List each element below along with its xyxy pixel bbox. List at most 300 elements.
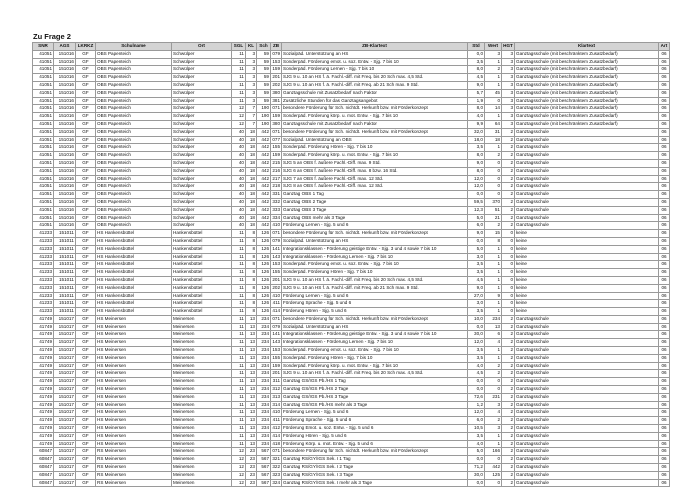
table-cell: Meinersen — [172, 339, 232, 347]
table-cell: 410 — [271, 222, 282, 230]
table-cell: 234 — [257, 440, 271, 448]
table-cell: SJG 9 u. 10 an HS f. ä. Fachl.-diff. mit Freq. bis 20 Sch max. 4,5 Std. — [282, 370, 468, 378]
table-cell: 40 — [232, 214, 246, 222]
table-cell: HS Hankensbüttel — [96, 300, 172, 308]
table-cell: 155 — [271, 354, 282, 362]
table-cell: 11 — [232, 284, 246, 292]
table-cell: 6,0 — [468, 222, 485, 230]
table-cell: GF — [76, 276, 96, 284]
table-cell: 41051 — [33, 74, 54, 82]
table-cell: Meinersen — [172, 331, 232, 339]
table-cell: Hankensbüttel — [172, 300, 232, 308]
table-cell: 159 — [271, 362, 282, 370]
table-cell: GF — [76, 167, 96, 175]
table-cell: 41749 — [33, 401, 54, 409]
table-cell: 11 — [232, 50, 246, 58]
table-cell: 442 — [257, 152, 271, 160]
table-row — [33, 105, 670, 113]
table-cell: 06 — [659, 425, 670, 433]
table-cell: 381 — [271, 97, 282, 105]
table-cell: 234 — [257, 378, 271, 386]
table-row — [33, 393, 670, 401]
table-row — [33, 97, 670, 105]
table-cell: HS Hankensbüttel — [96, 276, 172, 284]
table-cell: Sonderpäd. Förderung körp. u. mot. Entw. - Sjg. 7 bis 10 — [282, 362, 468, 370]
table-cell: GF — [76, 417, 96, 425]
table-row — [33, 128, 670, 136]
table-cell: 06 — [659, 222, 670, 230]
table-cell: 8 — [246, 269, 257, 277]
table-cell: 0 — [502, 261, 515, 269]
table-cell: RS Meinersen — [96, 448, 172, 456]
table-cell: Sonderpäd. Förderung emot. u. soz. Entw. - Sjg. 7 bis 10 — [282, 58, 468, 66]
table-cell: 41051 — [33, 128, 54, 136]
table-cell: 13 — [246, 354, 257, 362]
table-cell: 06 — [659, 198, 670, 206]
table-cell: Schwülper — [172, 183, 232, 191]
table-cell: 12 — [232, 448, 246, 456]
table-cell: 202 — [271, 284, 282, 292]
table-cell: Ganztag GS/IGS Pb./HS mehr als 3 Tage — [282, 401, 468, 409]
table-row — [33, 479, 670, 487]
table-cell: Ganztagsschule — [515, 339, 659, 347]
table-cell: Schwülper — [172, 89, 232, 97]
table-cell: 0 — [502, 230, 515, 238]
table-cell: 0 — [485, 386, 502, 394]
table-row — [33, 191, 670, 199]
table-row — [33, 417, 670, 425]
table-cell: 11 — [232, 245, 246, 253]
table-cell: Meinersen — [172, 464, 232, 472]
table-cell: 1 — [485, 144, 502, 152]
table-cell: 151016 — [54, 113, 76, 121]
table-cell: Sonderpäd. Förderung Hören - Sjg. 7 bis 10 — [282, 269, 468, 277]
table-cell: 234 — [257, 339, 271, 347]
table-cell: GF — [76, 331, 96, 339]
table-cell: 126 — [257, 253, 271, 261]
table-cell: Meinersen — [172, 362, 232, 370]
table-cell: 13 — [485, 323, 502, 331]
table-row — [33, 120, 670, 128]
table-cell: 11 — [232, 386, 246, 394]
table-cell: 0,0 — [468, 50, 485, 58]
table-cell: Ganztag GS/IGS Pb./HS 1 Tag — [282, 378, 468, 386]
table-cell: 5,0 — [468, 448, 485, 456]
table-cell: 06 — [659, 440, 670, 448]
table-cell: 59 — [257, 50, 271, 58]
table-cell: OBS Papenteich — [96, 214, 172, 222]
table-cell: 41749 — [33, 323, 54, 331]
table-cell: Schwülper — [172, 198, 232, 206]
table-cell: 153 — [271, 58, 282, 66]
table-cell: 4,0 — [468, 362, 485, 370]
table-cell: 3 — [485, 401, 502, 409]
table-cell: 151016 — [54, 136, 76, 144]
table-cell: 380 — [271, 120, 282, 128]
table-cell: 126 — [257, 230, 271, 238]
table-cell: Förderung Emot. u. soz. Entw. - Sjg. 5 und 6 — [282, 425, 468, 433]
table-row — [33, 183, 670, 191]
table-cell: 190 — [257, 113, 271, 121]
table-cell: 11 — [232, 362, 246, 370]
table-cell: 151016 — [54, 120, 76, 128]
table-cell: 126 — [257, 284, 271, 292]
table-cell: keine — [515, 276, 659, 284]
table-cell: 1,2 — [468, 401, 485, 409]
table-cell: 1 — [485, 284, 502, 292]
table-cell: 11 — [232, 339, 246, 347]
table-cell: 41749 — [33, 440, 54, 448]
table-cell: 1 — [485, 354, 502, 362]
table-cell: Meinersen — [172, 432, 232, 440]
table-cell: GF — [76, 152, 96, 160]
table-cell: 155 — [271, 269, 282, 277]
table-cell: 234 — [257, 401, 271, 409]
table-cell: 151011 — [54, 276, 76, 284]
table-cell: 40 — [232, 159, 246, 167]
table-cell: 234 — [257, 417, 271, 425]
table-cell: Sonderpäd. Förderung Lernen - Sjg. 7 bis 10 — [282, 66, 468, 74]
table-cell: GF — [76, 425, 96, 433]
table-cell: 71,2 — [468, 464, 485, 472]
table-cell: Förderung Sprache - Sjg. 5 und 6 — [282, 300, 468, 308]
table-cell: 151017 — [54, 331, 76, 339]
column-header: ZB — [271, 43, 282, 51]
table-cell: SJG 9 u. 10 an HS f. ä. Fachl.-diff. mit Freq. ab 21 Sch max. 9 Std. — [282, 81, 468, 89]
table-cell: 06 — [659, 300, 670, 308]
table-cell: 311 — [271, 378, 282, 386]
table-cell: 11 — [232, 425, 246, 433]
table-cell: GF — [76, 183, 96, 191]
table-cell: 3 — [485, 425, 502, 433]
table-cell: 06 — [659, 331, 670, 339]
table-cell: 151017 — [54, 347, 76, 355]
table-row — [33, 323, 670, 331]
table-cell: Förderung Hören - Sjg. 5 und 6 — [282, 432, 468, 440]
table-cell: 41051 — [33, 152, 54, 160]
table-cell: 11 — [232, 66, 246, 74]
table-cell: 151016 — [54, 81, 76, 89]
table-cell: OBS Papenteich — [96, 136, 172, 144]
table-cell: 41051 — [33, 214, 54, 222]
table-cell: HS Meinersen — [96, 339, 172, 347]
table-cell: 10,5 — [468, 425, 485, 433]
table-cell: 4,5 — [468, 370, 485, 378]
table-cell: 1 — [485, 308, 502, 316]
table-cell: HS Meinersen — [96, 409, 172, 417]
table-cell: 30,0 — [468, 331, 485, 339]
table-cell: 151016 — [54, 159, 76, 167]
table-cell: 6,0 — [468, 417, 485, 425]
table-cell: Ganztagsschule — [515, 323, 659, 331]
table-cell: 0 — [502, 300, 515, 308]
table-cell: Meinersen — [172, 386, 232, 394]
table-cell: Förderung Körp. u. mot. Entw. - Sjg. 5 und 6 — [282, 440, 468, 448]
table-cell: 151017 — [54, 448, 76, 456]
table-cell: 06 — [659, 167, 670, 175]
table-cell: 15 — [485, 230, 502, 238]
table-cell: 151017 — [54, 417, 76, 425]
table-cell: Hankensbüttel — [172, 292, 232, 300]
table-cell: OBS Papenteich — [96, 58, 172, 66]
table-row — [33, 308, 670, 316]
table-cell: 3,5 — [468, 432, 485, 440]
table-cell: 41233 — [33, 261, 54, 269]
table-cell: 13 — [246, 315, 257, 323]
table-cell: OBS Papenteich — [96, 159, 172, 167]
table-cell: 079 — [271, 323, 282, 331]
table-cell: 216 — [271, 167, 282, 175]
table-cell: Ganztagsschule (mit beschränktem Zusatzbedarf) — [515, 50, 659, 58]
table-cell: Meinersen — [172, 378, 232, 386]
table-cell: 06 — [659, 136, 670, 144]
table-cell: 11 — [232, 331, 246, 339]
table-cell: HS Meinersen — [96, 417, 172, 425]
table-cell: 0 — [502, 269, 515, 277]
table-cell: Ganztagsschule — [515, 175, 659, 183]
table-cell: OBS Papenteich — [96, 128, 172, 136]
table-cell: 126 — [257, 269, 271, 277]
table-cell: Meinersen — [172, 401, 232, 409]
table-cell: GF — [76, 206, 96, 214]
table-cell: 41051 — [33, 97, 54, 105]
table-cell: Ganztag OBS 2 Tage — [282, 198, 468, 206]
table-cell: 41233 — [33, 230, 54, 238]
column-header: ZB-Klartext — [282, 43, 468, 51]
table-cell: 06 — [659, 315, 670, 323]
table-cell: 11 — [232, 292, 246, 300]
table-cell: keine — [515, 300, 659, 308]
table-cell: OBS Papenteich — [96, 81, 172, 89]
table-cell: 41749 — [33, 432, 54, 440]
table-cell: GF — [76, 159, 96, 167]
table-cell: 18 — [246, 198, 257, 206]
table-row — [33, 230, 670, 238]
table-cell: Integrationsklassen - Förderung geistige Entw. - Sjg. 3 und 4 sowie 7 bis 10 — [282, 331, 468, 339]
table-cell: Ganztagsschule — [515, 370, 659, 378]
table-cell: 314 — [271, 401, 282, 409]
table-cell: Ganztagsschule — [515, 456, 659, 464]
table-cell: 126 — [257, 308, 271, 316]
table-cell: 11 — [232, 393, 246, 401]
table-cell: Meinersen — [172, 347, 232, 355]
table-cell: 567 — [257, 479, 271, 487]
table-row — [33, 167, 670, 175]
table-cell: Meinersen — [172, 354, 232, 362]
table-row — [33, 74, 670, 82]
table-cell: Sonderpäd. Förderung emot. u. soz. Entw. - Sjg. 7 bis 10 — [282, 347, 468, 355]
table-cell: 06 — [659, 175, 670, 183]
table-cell: 0,0 — [468, 479, 485, 487]
table-cell: 11 — [232, 417, 246, 425]
table-cell: 151016 — [54, 144, 76, 152]
table-cell: 12 — [232, 120, 246, 128]
table-cell: GF — [76, 347, 96, 355]
table-row — [33, 214, 670, 222]
table-cell: Schwülper — [172, 214, 232, 222]
table-cell: 13 — [246, 339, 257, 347]
table-cell: 125 — [485, 471, 502, 479]
table-cell: 41051 — [33, 167, 54, 175]
table-cell: 2 — [485, 222, 502, 230]
table-cell: 06 — [659, 393, 670, 401]
table-cell: HS Meinersen — [96, 370, 172, 378]
table-cell: 41749 — [33, 370, 54, 378]
table-cell: 41051 — [33, 66, 54, 74]
table-cell: 30,0 — [468, 471, 485, 479]
table-cell: 9 — [485, 292, 502, 300]
table-cell: 13 — [246, 386, 257, 394]
table-cell: 0 — [485, 175, 502, 183]
table-cell: 27,0 — [468, 292, 485, 300]
table-cell: Ganztag OBS 3 Tage — [282, 206, 468, 214]
table-row — [33, 261, 670, 269]
table-cell: 12,0 — [468, 339, 485, 347]
table-cell: Ganztagsschule — [515, 440, 659, 448]
table-cell: 06 — [659, 183, 670, 191]
table-cell: Schwülper — [172, 113, 232, 121]
table-cell: Sozialpäd. Unterstützung an HS — [282, 323, 468, 331]
table-cell: 2 — [485, 362, 502, 370]
table-cell: 151011 — [54, 237, 76, 245]
table-cell: 2 — [485, 152, 502, 160]
table-cell: Hankensbüttel — [172, 230, 232, 238]
table-cell: GF — [76, 214, 96, 222]
table-cell: Schwülper — [172, 105, 232, 113]
table-cell: RS Meinersen — [96, 456, 172, 464]
table-cell: Hankensbüttel — [172, 269, 232, 277]
table-cell: 41749 — [33, 354, 54, 362]
table-cell: Ganztagsschule — [515, 409, 659, 417]
table-cell: 442 — [257, 183, 271, 191]
table-cell: 332 — [271, 198, 282, 206]
table-cell: HS Hankensbüttel — [96, 269, 172, 277]
table-cell: 3,5 — [468, 269, 485, 277]
table-cell: 12,0 — [468, 183, 485, 191]
table-cell: 155 — [271, 144, 282, 152]
table-cell: 11 — [232, 81, 246, 89]
table-cell: Ganztagsschule — [515, 354, 659, 362]
table-cell: 06 — [659, 152, 670, 160]
table-cell: 41051 — [33, 222, 54, 230]
table-cell: 143 — [271, 253, 282, 261]
table-cell: 071 — [271, 105, 282, 113]
table-cell: 313 — [271, 393, 282, 401]
table-cell: 0 — [485, 479, 502, 487]
table-cell: 151011 — [54, 230, 76, 238]
table-cell: 410 — [271, 292, 282, 300]
table-cell: 442 — [257, 206, 271, 214]
table-cell: 151016 — [54, 206, 76, 214]
table-cell: Ganztagsschule (mit beschränktem Zusatzbedarf) — [515, 74, 659, 82]
table-cell: RS Meinersen — [96, 464, 172, 472]
table-cell: 151016 — [54, 66, 76, 74]
table-cell: 1 — [485, 269, 502, 277]
table-cell: 166 — [485, 448, 502, 456]
table-cell: GF — [76, 261, 96, 269]
table-row — [33, 440, 670, 448]
table-cell: 411 — [271, 300, 282, 308]
table-cell: 06 — [659, 230, 670, 238]
table-cell: 06 — [659, 144, 670, 152]
table-cell: 3 — [246, 58, 257, 66]
table-cell: 3 — [246, 89, 257, 97]
table-cell: GF — [76, 370, 96, 378]
table-cell: HS Hankensbüttel — [96, 292, 172, 300]
table-cell: 0 — [502, 308, 515, 316]
table-cell: 2 — [502, 479, 515, 487]
table-cell: GF — [76, 354, 96, 362]
table-cell: 9,0 — [468, 159, 485, 167]
table-cell: 2 — [502, 198, 515, 206]
table-cell: HS Hankensbüttel — [96, 284, 172, 292]
table-cell: 442 — [257, 128, 271, 136]
table-cell: Sonderpäd. Förderung Hören - Sjg. 7 bis 10 — [282, 354, 468, 362]
table-cell: 8 — [246, 308, 257, 316]
table-cell: 18 — [246, 183, 257, 191]
table-cell: 151016 — [54, 175, 76, 183]
table-cell: 234 — [257, 425, 271, 433]
table-cell: 0 — [502, 253, 515, 261]
table-cell: 41051 — [33, 175, 54, 183]
table-cell: HS Meinersen — [96, 323, 172, 331]
table-cell: 151017 — [54, 354, 76, 362]
table-cell: Hankensbüttel — [172, 276, 232, 284]
table-cell: 143 — [271, 339, 282, 347]
table-cell: 567 — [257, 464, 271, 472]
table-cell: 126 — [257, 300, 271, 308]
table-cell: Ganztagsschule — [515, 198, 659, 206]
table-cell: 201 — [271, 276, 282, 284]
table-cell: 18,0 — [468, 136, 485, 144]
table-cell: GF — [76, 230, 96, 238]
table-cell: 0 — [485, 97, 502, 105]
table-cell: GF — [76, 284, 96, 292]
table-cell: HS Hankensbüttel — [96, 237, 172, 245]
table-cell: 18 — [246, 214, 257, 222]
table-row — [33, 386, 670, 394]
table-row — [33, 347, 670, 355]
table-cell: 153 — [271, 261, 282, 269]
table-cell: Schwülper — [172, 191, 232, 199]
table-cell: 334 — [271, 214, 282, 222]
table-cell: OBS Papenteich — [96, 89, 172, 97]
table-cell: 1 — [485, 432, 502, 440]
table-cell: 151017 — [54, 323, 76, 331]
table-cell: 151011 — [54, 284, 76, 292]
table-cell: HS Meinersen — [96, 386, 172, 394]
table-cell: 0 — [485, 167, 502, 175]
table-cell: Ganztagsschule — [515, 152, 659, 160]
table-cell: 18 — [246, 222, 257, 230]
table-cell: 11 — [232, 89, 246, 97]
table-row — [33, 136, 670, 144]
table-cell: Ganztagsschule — [515, 222, 659, 230]
table-row — [33, 175, 670, 183]
table-cell: Hankensbüttel — [172, 253, 232, 261]
table-cell: 414 — [271, 432, 282, 440]
table-cell: Schwülper — [172, 222, 232, 230]
column-header: Wert — [485, 43, 502, 51]
table-cell: Ganztagsschule — [515, 401, 659, 409]
table-cell: 06 — [659, 261, 670, 269]
table-cell: 8 — [246, 261, 257, 269]
table-cell: 234 — [257, 370, 271, 378]
table-cell: OBS Papenteich — [96, 175, 172, 183]
table-cell: OBS Papenteich — [96, 167, 172, 175]
table-cell: GF — [76, 456, 96, 464]
table-cell: 1 — [485, 347, 502, 355]
